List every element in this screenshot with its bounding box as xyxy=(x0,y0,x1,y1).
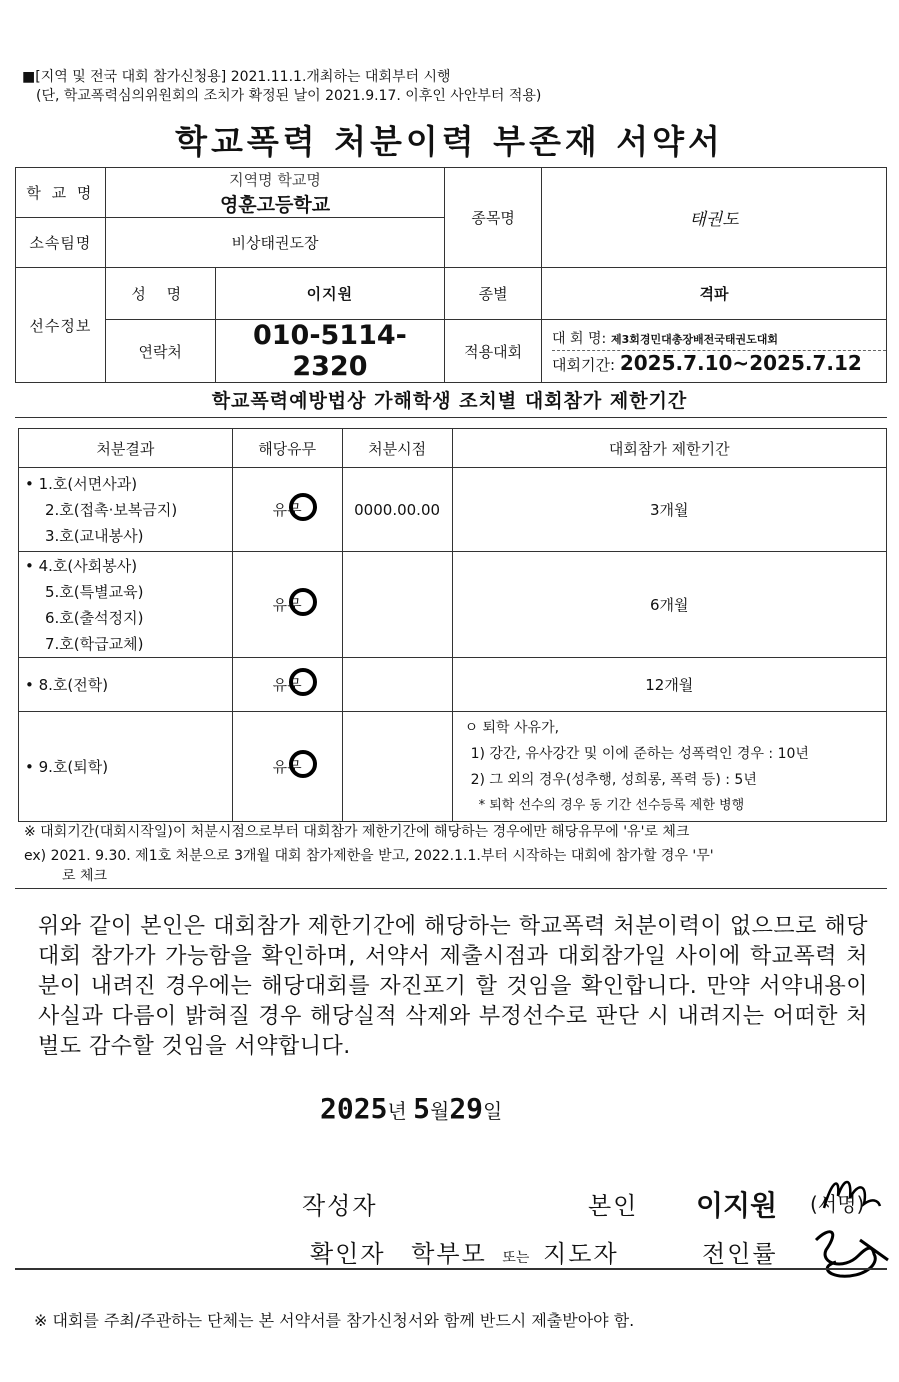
yes-option[interactable]: 유 xyxy=(272,596,288,614)
school-label: 학 교 명 xyxy=(16,168,106,218)
table-row xyxy=(19,552,887,658)
no-option[interactable]: 무 xyxy=(287,596,302,614)
self-label: 본인 xyxy=(588,1192,639,1220)
period-cell xyxy=(452,712,886,822)
date-year-unit: 년 xyxy=(387,1099,407,1123)
result-line: • 1.호(서면사과) xyxy=(25,474,138,493)
comp-period-label: 대회기간: xyxy=(552,355,616,374)
confirmer-row xyxy=(310,1234,619,1269)
no-option[interactable]: 무 xyxy=(287,501,302,519)
result-line: 2.호(접촉·보복금지) xyxy=(45,500,178,519)
result-cell xyxy=(19,712,233,822)
comp-name-value: 제3회경민대총장배전국태권도대회 xyxy=(611,332,779,346)
confirmer-label: 확인자 xyxy=(310,1240,386,1268)
result-line: • 4.호(사회봉사) xyxy=(25,556,138,575)
team-label: 소속팀명 xyxy=(16,218,106,268)
writer-label: 작성자 xyxy=(302,1192,378,1220)
school-cell xyxy=(105,168,444,218)
date-cell xyxy=(342,712,452,822)
notes-divider xyxy=(15,888,887,889)
col-result: 처분결과 xyxy=(19,429,233,468)
note-1: ※ 대회기간(대회시작일)이 처분시점으로부터 대회참가 제한기간에 해당하는 경우에만 해당유무에 '유'로 체크 xyxy=(24,824,690,840)
table-row xyxy=(19,468,887,552)
competition-cell xyxy=(542,320,887,383)
yes-option[interactable]: 유 xyxy=(272,501,288,519)
check-circle-icon xyxy=(289,493,317,521)
yes-option[interactable]: 유 xyxy=(272,676,288,694)
signature-icon xyxy=(818,1170,884,1218)
no-option[interactable]: 무 xyxy=(287,758,302,776)
name-value: 이지원 xyxy=(215,268,445,320)
table-row xyxy=(19,658,887,712)
period-line: ㅇ 퇴학 사유가, xyxy=(464,719,560,736)
date-line xyxy=(320,1092,502,1125)
applicable-cell xyxy=(232,552,342,658)
event-value: 태권도 xyxy=(542,168,887,268)
check-circle-icon xyxy=(289,588,317,616)
applicable-cell xyxy=(232,468,342,552)
category-label: 종별 xyxy=(445,268,542,320)
school-value: 영훈고등학교 xyxy=(219,193,331,216)
top-note xyxy=(22,68,541,106)
or-label: 또는 xyxy=(502,1250,530,1266)
signature-divider xyxy=(15,1268,887,1270)
name-label: 성 명 xyxy=(105,268,215,320)
result-line: 3.호(교내봉사) xyxy=(45,526,144,545)
check-circle-icon xyxy=(289,668,317,696)
pledge-text: 위와 같이 본인은 대회참가 제한기간에 해당하는 학교폭력 처분이력이 없으므로 해당 대회 참가가 가능함을 확인하며, 서약서 제출시점과 대회참가일 사이에 학교폭력 처분이 내려진 경우에는 해당대회를 자진포기 할 것임을 확인합니다. 만약 서약내용이 사실과 다름이 밝혀질 경우 해당실적 삭제와 부정선수로 판단 시 내려지는 어떠한 처벌도 감수할 것임을 서약합니다. xyxy=(38,914,868,1059)
top-note-line1: ■[지역 및 전국 대회 참가신청용] 2021.11.1.개최하는 대회부터 시행 xyxy=(22,69,451,85)
col-period: 대회참가 제한기간 xyxy=(452,429,886,468)
note-2b: 로 체크 xyxy=(62,868,108,884)
team-value: 비상태권도장 xyxy=(105,218,444,268)
contact-label: 연락처 xyxy=(105,320,215,383)
contact-value: 010-5114-2320 xyxy=(215,320,445,383)
restriction-heading: 학교폭력예방법상 가해학생 조치별 대회참가 제한기간 xyxy=(211,390,688,412)
yes-option[interactable]: 유 xyxy=(272,758,288,776)
date-month-unit: 월 xyxy=(429,1099,450,1123)
applicable-cell xyxy=(232,712,342,822)
applied-label: 적용대회 xyxy=(445,320,542,383)
top-note-line2: (단, 학교폭력심의위원회의 조치가 확정된 날이 2021.9.17. 이후인 사안부터 적용) xyxy=(36,88,542,104)
category-value: 격파 xyxy=(542,268,887,320)
subhead-divider xyxy=(15,417,887,418)
restriction-table xyxy=(18,428,887,822)
comp-period-value: 2025.7.10~2025.7.12 xyxy=(619,350,862,375)
footer-note: ※ 대회를 주최/주관하는 단체는 본 서약서를 참가신청서와 함께 반드시 제출받아야 함. xyxy=(34,1311,635,1330)
note-2a: ex) 2021. 9.30. 제1호 처분으로 3개월 대회 참가제한을 받고, 2022.1.1.부터 시작하는 대회에 참가할 경우 '무' xyxy=(24,848,714,864)
coach-signature-icon xyxy=(810,1220,894,1284)
table-row xyxy=(19,712,887,822)
result-cell xyxy=(19,658,233,712)
period-line: 2) 그 외의 경우(성추행, 성희롱, 폭력 등) : 5년 xyxy=(470,771,757,788)
result-line: • 8.호(전학) xyxy=(25,675,109,694)
result-line: 5.호(특별교육) xyxy=(45,582,144,601)
period-cell: 6개월 xyxy=(452,552,886,658)
comp-name-label: 대 회 명: xyxy=(552,330,607,347)
school-hint: 지역명 학교명 xyxy=(229,170,321,189)
player-label: 선수정보 xyxy=(16,268,106,383)
period-line: 1) 강간, 유사강간 및 이에 준하는 성폭력인 경우 : 10년 xyxy=(470,745,809,762)
period-cell: 12개월 xyxy=(452,658,886,712)
info-table xyxy=(15,167,887,383)
applicable-cell xyxy=(232,658,342,712)
parent-label: 학부모 xyxy=(411,1240,487,1268)
check-circle-icon xyxy=(289,750,317,778)
no-option[interactable]: 무 xyxy=(287,676,302,694)
sign-mark: (서명) xyxy=(810,1192,865,1216)
self-name: 이지원 xyxy=(696,1189,778,1222)
date-cell xyxy=(342,658,452,712)
col-date: 처분시점 xyxy=(342,429,452,468)
date-year: 2025 xyxy=(320,1092,388,1125)
coach-name: 전인률 xyxy=(702,1240,778,1268)
date-cell: 0000.00.00 xyxy=(342,468,452,552)
result-line: • 9.호(퇴학) xyxy=(25,757,109,776)
result-cell xyxy=(19,468,233,552)
result-line: 7.호(학급교체) xyxy=(45,634,144,653)
page-title: 학교폭력 처분이력 부존재 서약서 xyxy=(175,122,724,161)
date-day-unit: 일 xyxy=(483,1099,503,1123)
period-cell: 3개월 xyxy=(452,468,886,552)
coach-label: 지도자 xyxy=(543,1240,619,1268)
period-line: * 퇴학 선수의 경우 동 기간 선수등록 제한 병행 xyxy=(478,797,745,813)
result-line: 6.호(출석정지) xyxy=(45,608,144,627)
date-day: 29 xyxy=(449,1092,484,1125)
date-month: 5 xyxy=(413,1092,430,1125)
result-cell xyxy=(19,552,233,658)
event-label: 종목명 xyxy=(445,168,542,268)
date-cell xyxy=(342,552,452,658)
col-applicable: 해당유무 xyxy=(232,429,342,468)
